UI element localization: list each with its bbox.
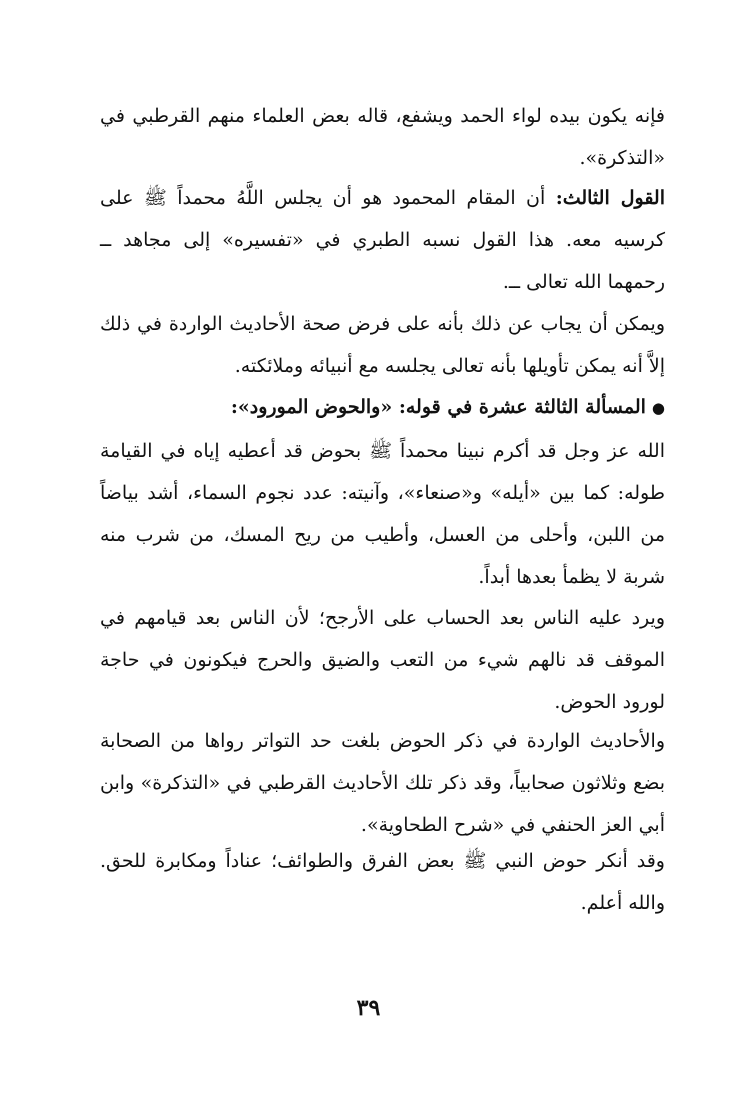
- paragraph-1-text: فإنه يكون بيده لواء الحمد ويشفع، قاله بعض العلماء منهم القرطبي في «التذكرة».: [100, 105, 665, 169]
- paragraph-5-text: ويرد عليه الناس بعد الحساب على الأرجح؛ لأن الناس بعد قيامهم في الموقف قد نالهم شيء من التعب والضيق والحرج فيكونون في حاجة لورود الحوض.: [100, 607, 665, 713]
- paragraph-6-text: والأحاديث الواردة في ذكر الحوض بلغت حد التواتر رواها من الصحابة بضع وثلاثون صحابياً، وقد ذكر تلك الأحاديث القرطبي في «التذكرة» وابن أبي العز الحنفي في «شرح الطحاوية».: [100, 730, 665, 836]
- paragraph-3-text: ويمكن أن يجاب عن ذلك بأنه على فرض صحة الأحاديث الواردة في ذلك إلاَّ أنه يمكن تأويلها بأنه تعالى يجلسه مع أنبيائه وملائكته.: [100, 313, 665, 377]
- paragraph-7-text: وقد أنكر حوض النبي ﷺ بعض الفرق والطوائف؛ عناداً ومكابرة للحق. والله أعلم.: [100, 850, 665, 914]
- paragraph-7: [100, 840, 665, 924]
- paragraph-3: [100, 303, 665, 387]
- paragraph-2: [100, 177, 665, 303]
- paragraph-6: [100, 720, 665, 846]
- bullet-icon: ●: [651, 399, 665, 417]
- paragraph-4-text: الله عز وجل قد أكرم نبينا محمداً ﷺ بحوض قد أعطيه إياه في القيامة طوله: كما بين «أيله» و«صنعاء»، وآنيته: عدد نجوم السماء، أشد بياضاً من اللبن، وأحلى من العسل، وأطيب من ريح المسك، من شرب منه شربة لا يظمأ بعدها أبداً.: [100, 440, 665, 588]
- paragraph-1: [100, 95, 665, 179]
- page-number: ٣٩: [356, 995, 381, 1021]
- paragraph-2-lead: القول الثالث:: [555, 187, 665, 209]
- paragraph-2-text: أن المقام المحمود هو أن يجلس اللَّهُ محمداً ﷺ على كرسيه معه. هذا القول نسبه الطبري في «تفسيره» إلى مجاهد ــ رحمهما الله تعالى ــ.: [100, 187, 665, 293]
- paragraph-5: [100, 597, 665, 723]
- section-heading-text: المسألة الثالثة عشرة في قوله: «والحوض المورود»:: [230, 396, 646, 418]
- paragraph-4: [100, 430, 665, 598]
- section-heading: [100, 386, 665, 429]
